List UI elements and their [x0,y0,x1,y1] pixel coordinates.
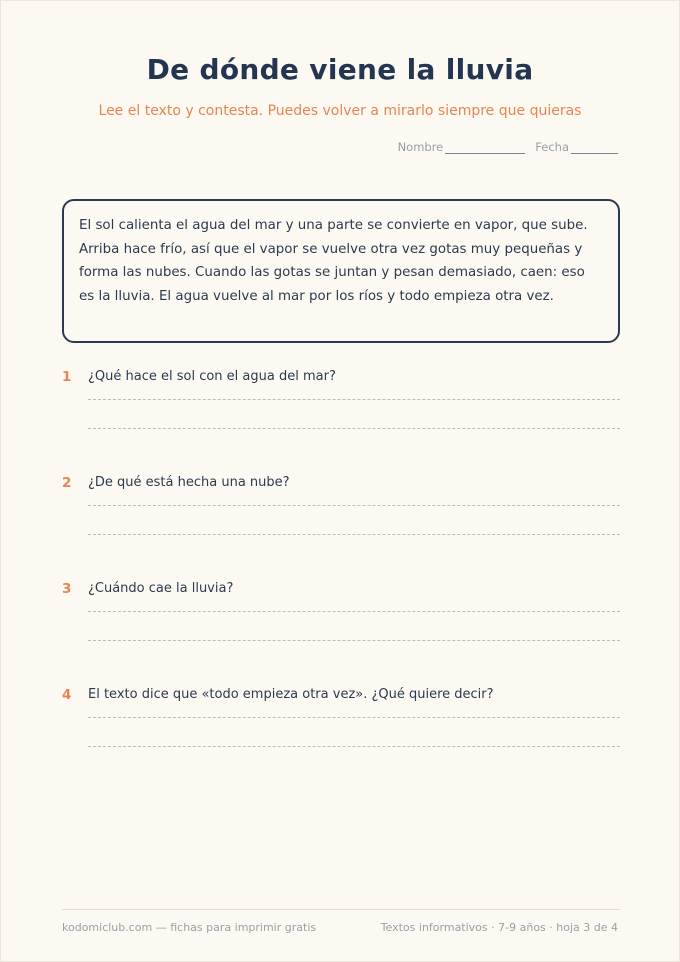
answer-line[interactable] [88,611,620,612]
page-title: De dónde viene la lluvia [146,53,534,86]
answer-line[interactable] [88,640,620,641]
date-blank[interactable] [571,141,618,154]
reading-passage: El sol calienta el agua del mar y una parte se convierte en vapor, que sube. Arriba hace frío, así que el vapor se vuelve otra vez gotas muy pequeñas y forma las nubes. Cuando las gotas se juntan y pesan demasiado, caen: eso es la lluvia. El agua vuelve al mar por los ríos y todo empieza otra vez. [62,199,620,343]
answer-line[interactable] [88,428,620,429]
question-number: 1 [62,369,72,385]
answer-line[interactable] [88,746,620,747]
instructions: Lee el texto y contesta. Puedes volver a mirarlo siempre que quieras [98,103,582,119]
question-text: ¿Cuándo cae la lluvia? [88,581,234,596]
answer-line[interactable] [88,505,620,506]
answer-line[interactable] [88,399,620,400]
footer-divider [62,909,620,910]
footer-sheet-info: Textos informativos · 7-9 años · hoja 3 de 4 [380,921,618,934]
question-number: 4 [62,687,72,703]
answer-line[interactable] [88,717,620,718]
question-number: 3 [62,581,72,597]
date-label: Fecha [535,140,569,154]
name-label: Nombre [397,140,444,154]
footer-site: kodomiclub.com — fichas para imprimir gratis [62,921,317,934]
name-blank[interactable] [445,141,525,154]
name-date-fields [398,140,618,154]
question-number: 2 [62,475,72,491]
question-text: ¿Qué hace el sol con el agua del mar? [88,369,336,384]
answer-line[interactable] [88,534,620,535]
question-text: ¿De qué está hecha una nube? [88,475,290,490]
question-text: El texto dice que «todo empieza otra vez». ¿Qué quiere decir? [88,687,494,702]
